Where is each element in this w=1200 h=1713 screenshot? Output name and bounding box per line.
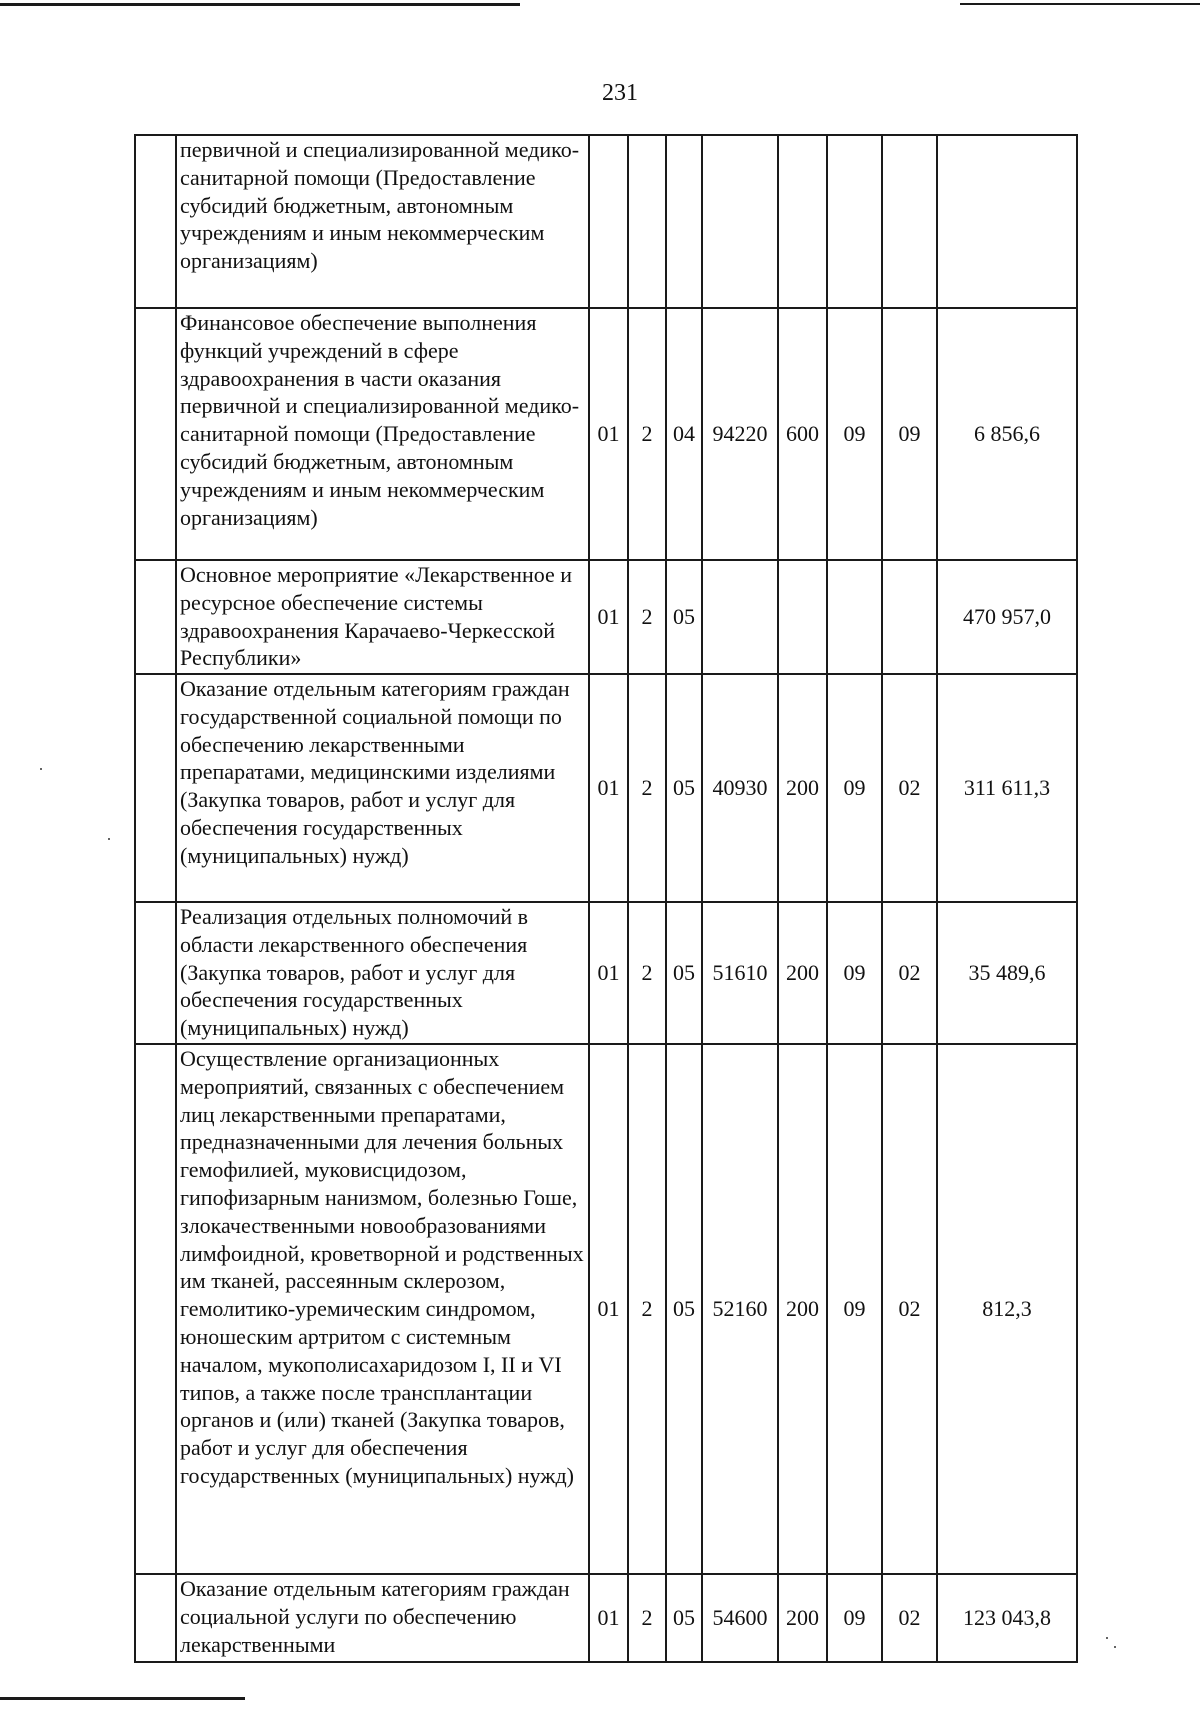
top-rule: [960, 3, 1200, 5]
code-cell: 200: [778, 674, 827, 902]
table-row: [135, 308, 1077, 560]
code-cell: 02: [882, 902, 937, 1044]
code-cell: 51610: [702, 902, 778, 1044]
code-cell: 2: [628, 902, 666, 1044]
code-cell: 2: [628, 1044, 666, 1574]
code-cell: [778, 135, 827, 308]
code-cell: 09: [827, 902, 882, 1044]
description-cell: Оказание отдельным категориям граждан государственной социальной помощи по обеспечению лекарственными препаратами, медицинскими изделиями (Закупка товаров, работ и услуг для обеспечения государственных (муниципальных) нужд): [176, 674, 589, 902]
code-cell: 600: [778, 308, 827, 560]
top-rule: [0, 3, 520, 6]
code-cell: 02: [882, 674, 937, 902]
code-cell: 01: [589, 902, 628, 1044]
page-number: 231: [602, 80, 638, 106]
amount-cell: 470 957,0: [937, 560, 1077, 674]
code-cell: 09: [827, 1044, 882, 1574]
amount-cell: 812,3: [937, 1044, 1077, 1574]
amount-cell: 6 856,6: [937, 308, 1077, 560]
row-number-cell: [135, 1044, 176, 1574]
scan-speck: [108, 838, 110, 840]
code-cell: 200: [778, 902, 827, 1044]
code-cell: 01: [589, 674, 628, 902]
code-cell: 05: [666, 1574, 702, 1662]
code-cell: [628, 135, 666, 308]
code-cell: [702, 560, 778, 674]
scan-speck: [1114, 1646, 1116, 1648]
description-cell: Реализация отдельных полномочий в области лекарственного обеспечения (Закупка товаров, работ и услуг для обеспечения государственных (муниципальных) нужд): [176, 902, 589, 1044]
scan-speck: [1106, 1637, 1108, 1639]
code-cell: 05: [666, 902, 702, 1044]
description-cell: Финансовое обеспечение выполнения функций учреждений в сфере здравоохранения в части оказания первичной и специализированной медико-санитарной помощи (Предоставление субсидий бюджетным, автономным учреждениям и иным некоммерческим организациям): [176, 308, 589, 560]
table-row: [135, 1574, 1077, 1662]
row-number-cell: [135, 308, 176, 560]
amount-cell: [937, 135, 1077, 308]
table-row: [135, 1044, 1077, 1574]
table-row: [135, 674, 1077, 902]
scan-speck: [40, 768, 42, 770]
row-number-cell: [135, 135, 176, 308]
code-cell: 200: [778, 1574, 827, 1662]
row-number-cell: [135, 674, 176, 902]
row-number-cell: [135, 1574, 176, 1662]
amount-cell: 35 489,6: [937, 902, 1077, 1044]
code-cell: [882, 560, 937, 674]
code-cell: [666, 135, 702, 308]
amount-cell: 123 043,8: [937, 1574, 1077, 1662]
code-cell: 05: [666, 560, 702, 674]
code-cell: 05: [666, 674, 702, 902]
code-cell: 2: [628, 560, 666, 674]
code-cell: 94220: [702, 308, 778, 560]
code-cell: 01: [589, 1044, 628, 1574]
code-cell: 02: [882, 1044, 937, 1574]
code-cell: [778, 560, 827, 674]
code-cell: 04: [666, 308, 702, 560]
code-cell: 01: [589, 308, 628, 560]
description-cell: первичной и специализированной медико-санитарной помощи (Предоставление субсидий бюджетным, автономным учреждениям и иным некоммерческим организациям): [176, 135, 589, 308]
code-cell: [589, 135, 628, 308]
code-cell: [702, 135, 778, 308]
code-cell: [882, 135, 937, 308]
code-cell: 09: [827, 1574, 882, 1662]
description-cell: Основное мероприятие «Лекарственное и ресурсное обеспечение системы здравоохранения Карачаево-Черкесской Республики»: [176, 560, 589, 674]
code-cell: 01: [589, 560, 628, 674]
bottom-rule: [0, 1697, 245, 1700]
budget-table: [134, 134, 1078, 1663]
code-cell: 01: [589, 1574, 628, 1662]
code-cell: 200: [778, 1044, 827, 1574]
row-number-cell: [135, 560, 176, 674]
code-cell: [827, 560, 882, 674]
description-cell: Оказание отдельным категориям граждан социальной услуги по обеспечению лекарственными: [176, 1574, 589, 1662]
table-row: [135, 135, 1077, 308]
code-cell: 09: [827, 674, 882, 902]
table-row: [135, 560, 1077, 674]
code-cell: [827, 135, 882, 308]
description-cell: Осуществление организационных мероприятий, связанных с обеспечением лиц лекарственными препаратами, предназначенными для лечения больных гемофилией, муковисцидозом, гипофизарным нанизмом, болезнью Гоше, злокачественными новообразованиями лимфоидной, кроветворной и родственных им тканей, рассеянным склерозом, гемолитико-уремическим синдромом, юношеским артритом с системным началом, мукополисахаридозом I, II и VI типов, а также после трансплантации органов и (или) тканей (Закупка товаров, работ и услуг для обеспечения государственных (муниципальных) нужд): [176, 1044, 589, 1574]
code-cell: 2: [628, 1574, 666, 1662]
code-cell: 40930: [702, 674, 778, 902]
amount-cell: 311 611,3: [937, 674, 1077, 902]
row-number-cell: [135, 902, 176, 1044]
code-cell: 02: [882, 1574, 937, 1662]
code-cell: 09: [827, 308, 882, 560]
code-cell: 09: [882, 308, 937, 560]
table-row: [135, 902, 1077, 1044]
code-cell: 05: [666, 1044, 702, 1574]
code-cell: 2: [628, 674, 666, 902]
code-cell: 2: [628, 308, 666, 560]
code-cell: 54600: [702, 1574, 778, 1662]
code-cell: 52160: [702, 1044, 778, 1574]
